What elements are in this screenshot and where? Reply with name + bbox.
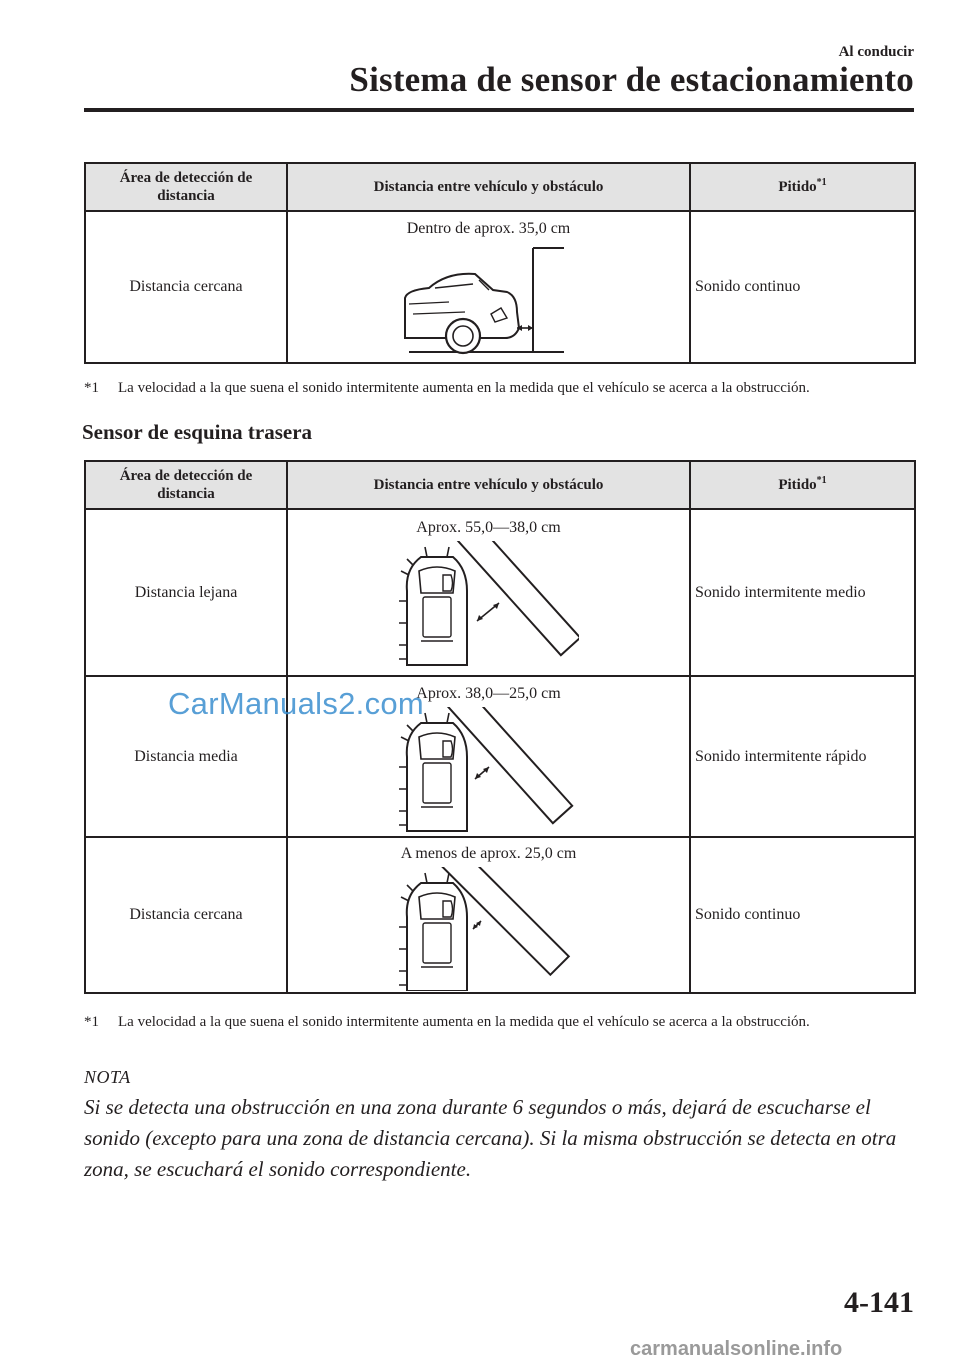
distance-label: Aprox. 55,0—38,0 cm <box>416 518 561 536</box>
beep-header-label: Pitido <box>778 179 817 195</box>
col-header-area: Área de detección de distancia <box>85 461 287 509</box>
header-divider <box>84 108 914 112</box>
distance-label: A menos de aprox. 25,0 cm <box>400 845 577 862</box>
table-row <box>85 837 915 993</box>
footnote-mark: *1 <box>84 380 99 396</box>
corner-sensor-illustration-mid <box>399 707 579 835</box>
corner-sensor-illustration-near <box>399 867 579 991</box>
table-header-row <box>85 461 915 509</box>
footnote-text: La velocidad a la que suena el sonido intermitente aumenta en la medida que el vehículo se acerca a la obstrucción. <box>118 1014 810 1030</box>
footnote-ref: *1 <box>816 475 827 486</box>
corner-sensor-illustration-far <box>399 541 579 673</box>
parking-sensor-table <box>84 162 916 364</box>
note-text: Si se detecta una obstrucción en una zona durante 6 segundos o más, dejará de escucharse el sonido (excepto para una zona de distancia cercana). Si la misma obstrucción se detecta en otra zona, se escuchará el sonido correspondiente. <box>84 1095 897 1181</box>
area-cell: Distancia lejana <box>85 509 287 676</box>
footnote-mark: *1 <box>84 1014 99 1030</box>
col-header-beep <box>690 163 915 211</box>
corner-sensor-table <box>84 460 916 994</box>
distance-cell <box>287 509 690 676</box>
watermark: CarManuals2.com <box>168 686 425 721</box>
area-cell: Distancia cercana <box>85 837 287 993</box>
distance-label: Dentro de aprox. 35,0 cm <box>406 220 571 237</box>
beep-cell: Sonido intermitente rápido <box>690 676 915 837</box>
page-title: Sistema de sensor de estacionamiento <box>349 60 914 99</box>
col-header-distance: Distancia entre vehículo y obstáculo <box>287 163 690 211</box>
table-row <box>85 211 915 363</box>
footnote-ref: *1 <box>816 177 827 188</box>
running-header-section: Al conducir <box>838 44 914 60</box>
table-row <box>85 509 915 676</box>
col-header-beep <box>690 461 915 509</box>
distance-cell <box>287 837 690 993</box>
beep-cell: Sonido continuo <box>690 211 915 363</box>
beep-cell: Sonido continuo <box>690 837 915 993</box>
col-header-area: Área de detección de distancia <box>85 163 287 211</box>
distance-label: Aprox. 38,0—25,0 cm <box>416 684 561 702</box>
footnote-text: La velocidad a la que suena el sonido intermitente aumenta en la medida que el vehículo se acerca a la obstrucción. <box>118 380 810 396</box>
table-header-row <box>85 163 915 211</box>
rear-sensor-illustration <box>389 242 589 360</box>
beep-header-label: Pitido <box>778 477 817 493</box>
col-header-distance: Distancia entre vehículo y obstáculo <box>287 461 690 509</box>
area-cell: Distancia media <box>85 676 287 837</box>
page-number: 4-141 <box>844 1286 914 1319</box>
table-footnote <box>84 1012 914 1032</box>
beep-cell: Sonido intermitente medio <box>690 509 915 676</box>
note-label: NOTA <box>84 1067 131 1087</box>
area-cell: Distancia cercana <box>85 211 287 363</box>
table-footnote <box>84 378 914 398</box>
section-heading: Sensor de esquina trasera <box>82 420 313 444</box>
distance-cell <box>287 211 690 363</box>
footer-watermark: carmanualsonline.info <box>630 1338 843 1360</box>
